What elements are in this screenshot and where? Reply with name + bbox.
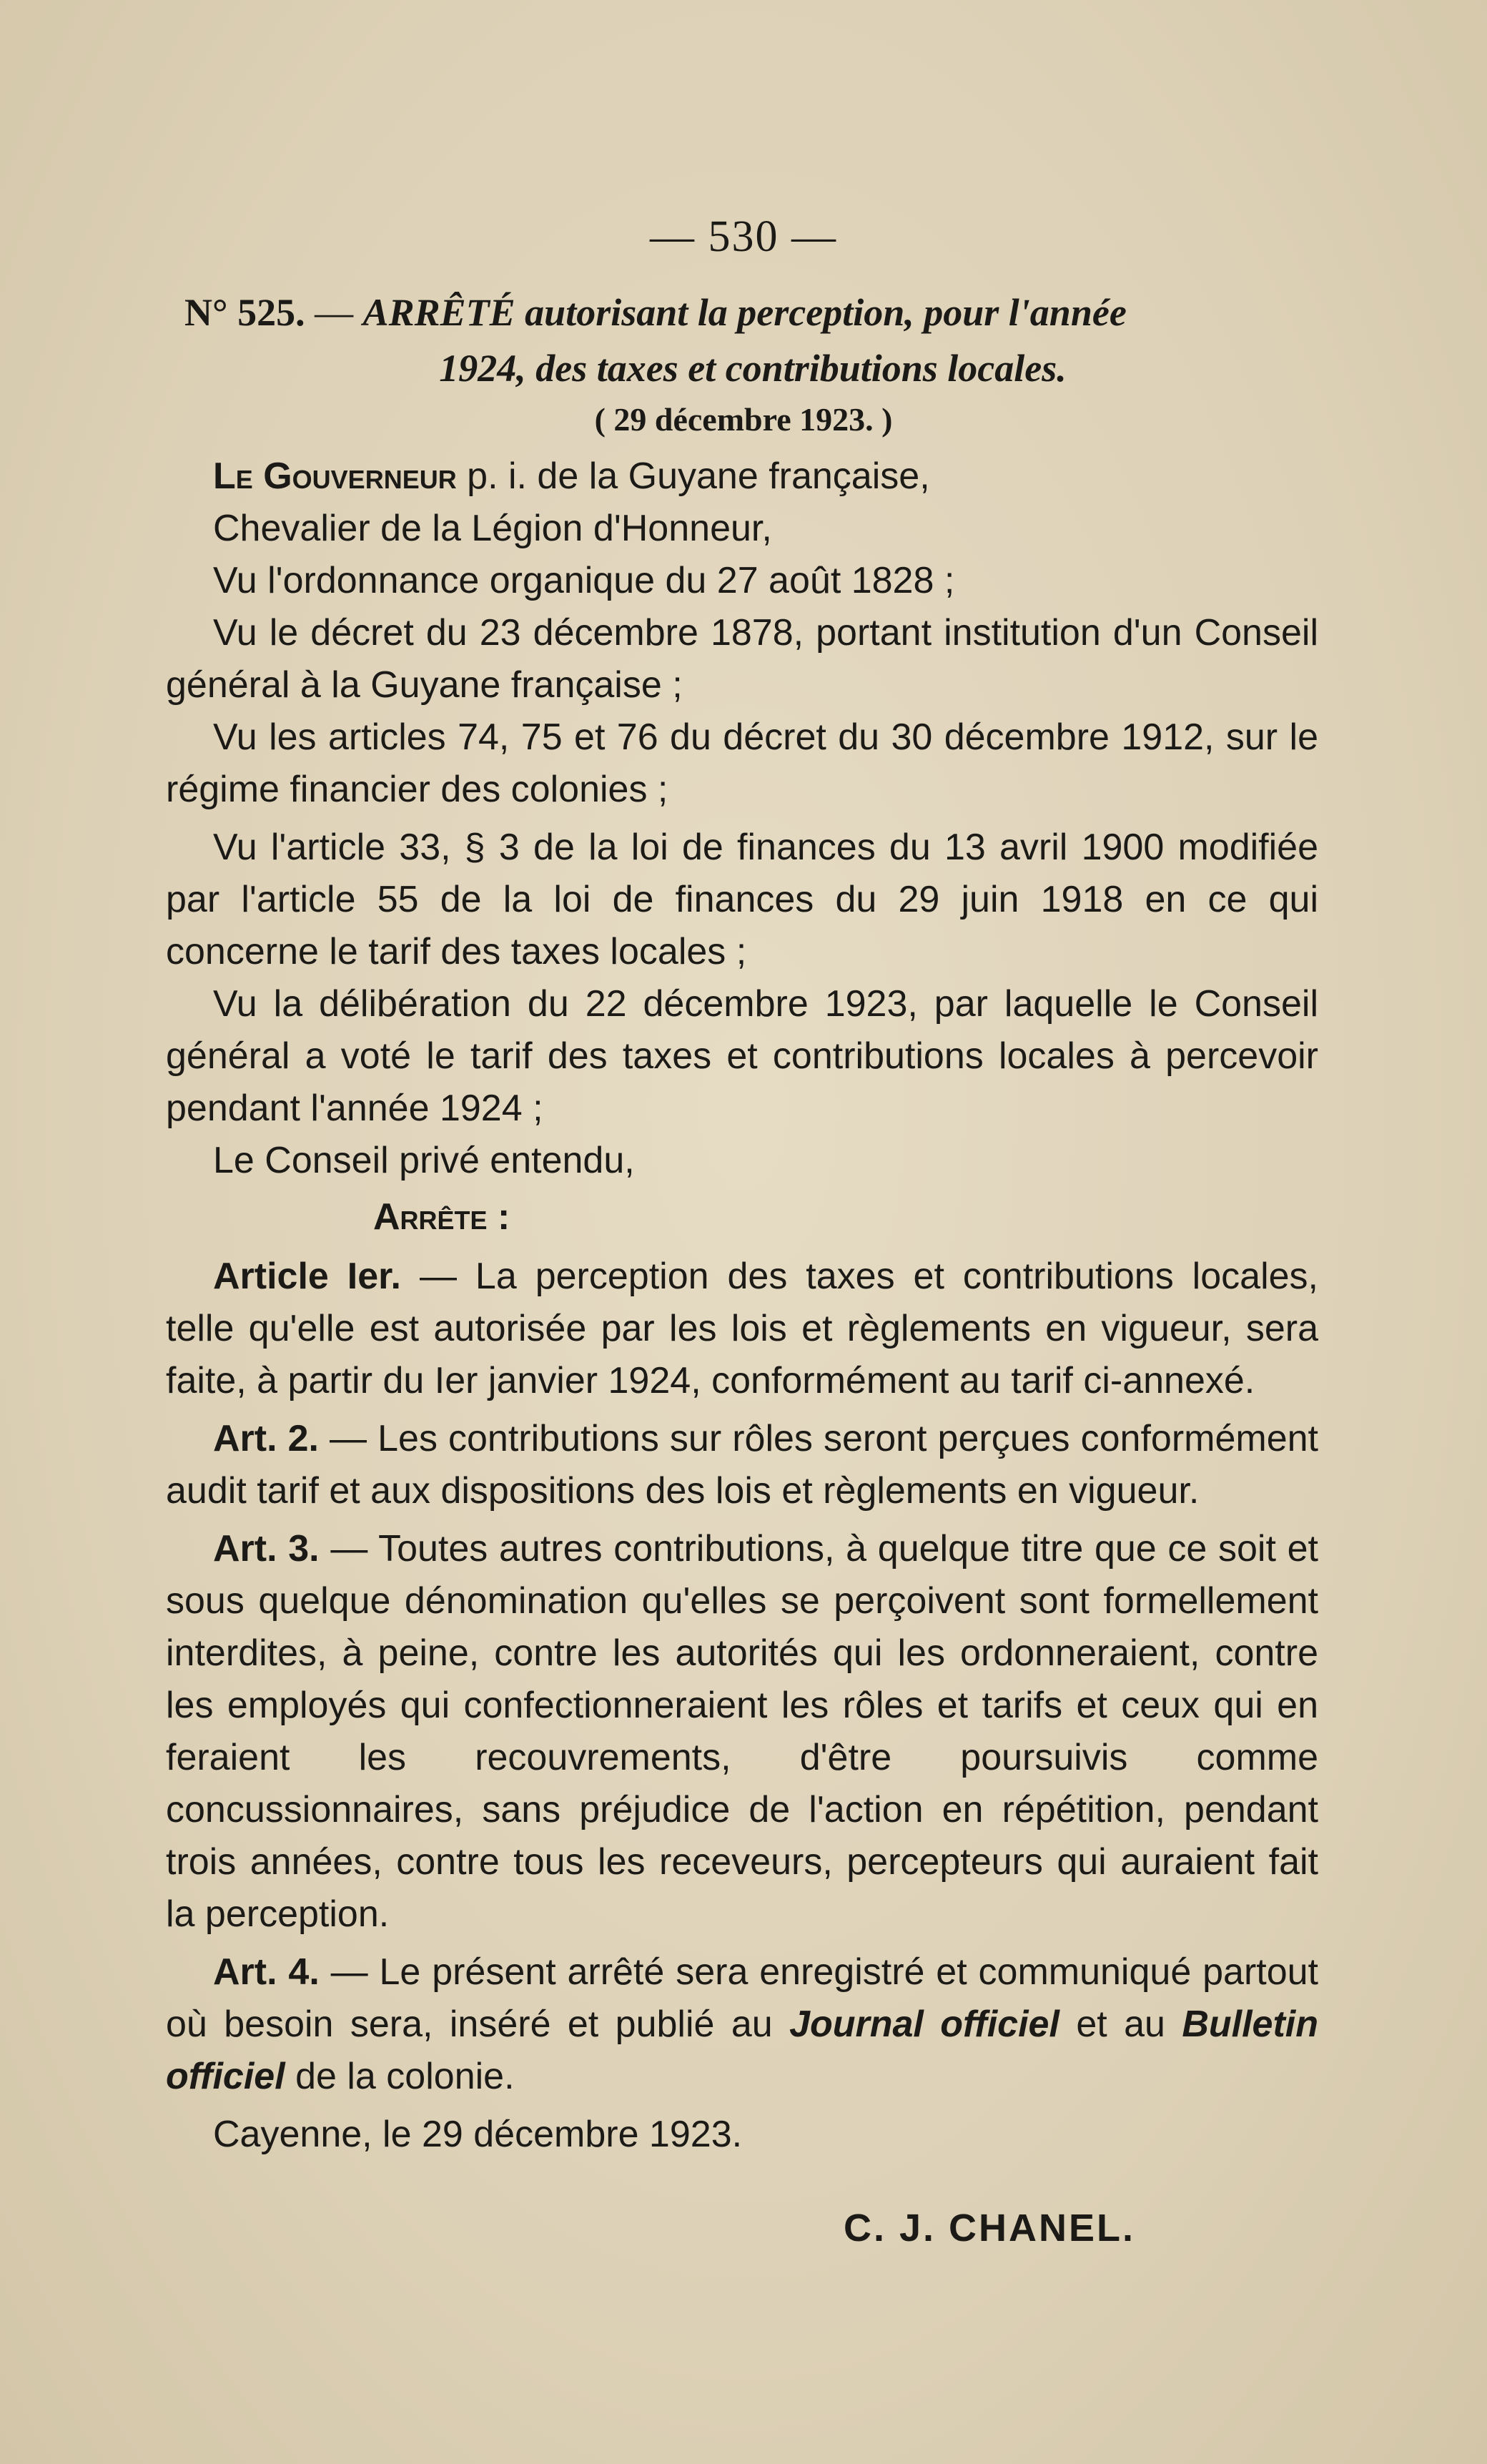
article-4-text-c: de la colonie. [285,2056,515,2097]
conseil-prive-line: Le Conseil privé entendu, [213,1140,635,1181]
article-2-label: Art. 2. [213,1418,319,1459]
decree-number: N° 525. [184,291,305,334]
vu-articles-1912: Vu les articles 74, 75 et 76 du décret du 30 décembre 1912, sur le régime financier des colonies ; [166,716,1318,810]
chevalier-line: Chevalier de la Légion d'Honneur, [213,508,772,549]
bulletin-officiel: Bulletin officiel [166,2004,1318,2097]
article-3 [166,1523,1318,1941]
page-number: — 530 — [650,212,837,261]
decree-date: ( 29 décembre 1923. ) [594,401,893,438]
article-4-text-a: — Le présent arrêté sera enregistré et communiqué partout où besoin sera, inséré et publié au [166,1951,1318,2045]
heading-dash: — [305,291,363,334]
article-1-label: Article Ier. [213,1256,401,1297]
decree-body [166,450,1318,2161]
vu-article-33: Vu l'article 33, § 3 de la loi de finances du 13 avril 1900 modifiée par l'article 55 de la loi de finances du 29 juin 1918 en ce qui concerne le tarif des taxes locales ; [166,827,1318,972]
journal-officiel: Journal officiel [789,2004,1059,2045]
signature: C. J. CHANEL. [844,2207,1136,2249]
article-2 [166,1413,1318,1517]
closing-line: Cayenne, le 29 décembre 1923. [213,2114,743,2155]
article-1-text: — La perception des taxes et contributions locales, telle qu'elle est autorisée par les lois et règlements en vigueur, sera faite, à partir du Ier janvier 1924, conformément au tarif ci-annexé. [166,1256,1318,1401]
article-4 [166,1946,1318,2103]
article-3-label: Art. 3. [213,1528,320,1569]
arrete-heading: Arrête : [373,1196,510,1238]
article-4-label: Art. 4. [213,1951,320,1993]
vu-deliberation: Vu la délibération du 22 décembre 1923, par laquelle le Conseil général a voté le tarif des taxes et contributions locales à percevoir pendant l'année 1924 ; [166,983,1318,1129]
decree-title-line-1: ARRÊTÉ autorisant la perception, pour l'année [362,291,1127,334]
vu-ordonnance: Vu l'ordonnance organique du 27 août 1828 ; [213,560,955,601]
governor-line [166,450,1318,503]
article-4-text-b: et au [1059,2004,1182,2045]
decree-heading [184,285,1321,396]
article-3-text: — Toutes autres contributions, à quelque titre que ce soit et sous quelque dénomination qu'elles se perçoivent sont formellement interdites, à peine, contre les autorités qui les ordonneraient, contre les employés qui confectionneraient les rôles et tarifs et ceux qui en feraient les recouvrements, d'être poursuivis comme concussionnaires, sans préjudice de l'action en répétition, pendant trois années, contre tous les receveurs, percepteurs qui auraient fait la perception. [166,1528,1318,1935]
article-1 [166,1251,1318,1407]
decree-title-line-2: 1924, des taxes et contributions locales. [439,347,1067,390]
governor-rest: p. i. de la Guyane française, [456,455,930,497]
article-2-text: — Les contributions sur rôles seront perçues conformément audit tarif et aux dispositions des lois et règlements en vigueur. [166,1418,1318,1512]
governor-title: Le Gouverneur [213,455,457,497]
vu-decret-1878: Vu le décret du 23 décembre 1878, portant institution d'un Conseil général à la Guyane française ; [166,612,1318,706]
